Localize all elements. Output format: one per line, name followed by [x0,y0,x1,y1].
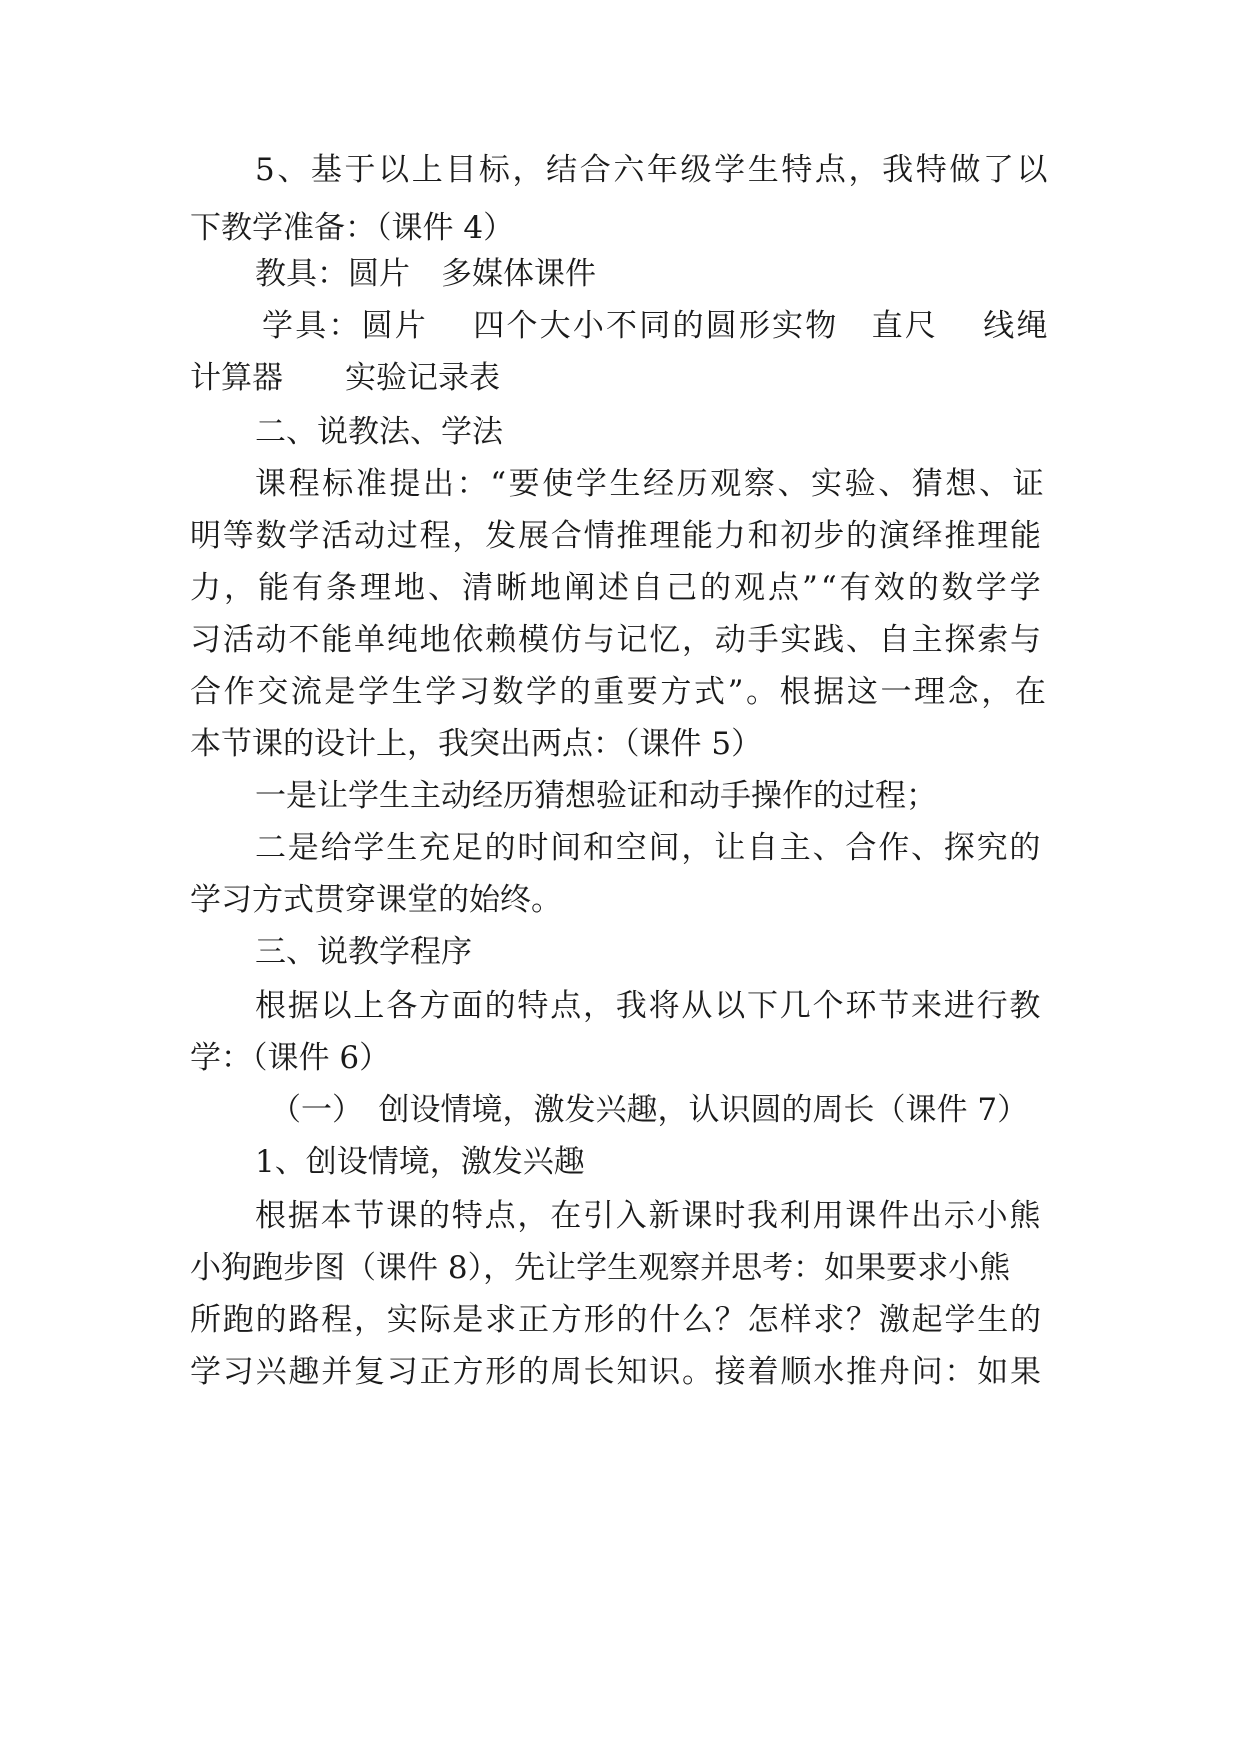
paragraph-line: 二是给学生充足的时间和空间，让自主、合作、探究的 [255,830,1043,866]
paragraph-line: 学具：圆片 四个大小不同的圆形实物 直尺 线绳 [262,308,1050,344]
paragraph-line: 课程标准提出：“要使学生经历观察、实验、猜想、证 [255,466,1047,502]
paragraph-line: 本节课的设计上，我突出两点：（课件 5） [190,726,763,762]
paragraph-line: 学习方式贯穿课堂的始终。 [190,882,562,918]
paragraph-line: 一是让学生主动经历猜想验证和动手操作的过程； [255,778,937,814]
section-heading: 二、说教法、学法 [255,414,503,450]
paragraph-line: 计算器 实验记录表 [190,360,500,396]
subsection-heading: 1、创设情境，激发兴趣 [255,1144,585,1180]
paragraph-line: 小狗跑步图（课件 8），先让学生观察并思考：如果要求小熊 [190,1250,1011,1286]
paragraph-line: 习活动不能单纯地依赖模仿与记忆，动手实践、自主探索与 [190,622,1043,658]
paragraph-line: 学：（课件 6） [190,1040,391,1076]
paragraph-line: 学习兴趣并复习正方形的周长知识。接着顺水推舟问：如果 [190,1354,1043,1390]
paragraph-line: 合作交流是学生学习数学的重要方式”。根据这一理念，在 [190,674,1049,710]
paragraph-line: 所跑的路程，实际是求正方形的什么？怎样求？激起学生的 [190,1302,1043,1338]
paragraph-line: 下教学准备：（课件 4） [190,210,515,246]
subsection-heading: （一） 创设情境，激发兴趣，认识圆的周长（课件 7） [270,1092,1029,1128]
paragraph-line: 根据以上各方面的特点，我将从以下几个环节来进行教 [255,988,1043,1024]
paragraph-line: 根据本节课的特点，在引入新课时我利用课件出示小熊 [255,1198,1043,1234]
paragraph-line: 明等数学活动过程，发展合情推理能力和初步的演绎推理能 [190,518,1043,554]
paragraph-line: 5、基于以上目标，结合六年级学生特点，我特做了以 [255,152,1051,188]
paragraph-line: 教具：圆片 多媒体课件 [255,256,596,292]
section-heading: 三、说教学程序 [255,934,472,970]
paragraph-line: 力，能有条理地、清晰地阐述自己的观点”“有效的数学学 [190,570,1044,606]
